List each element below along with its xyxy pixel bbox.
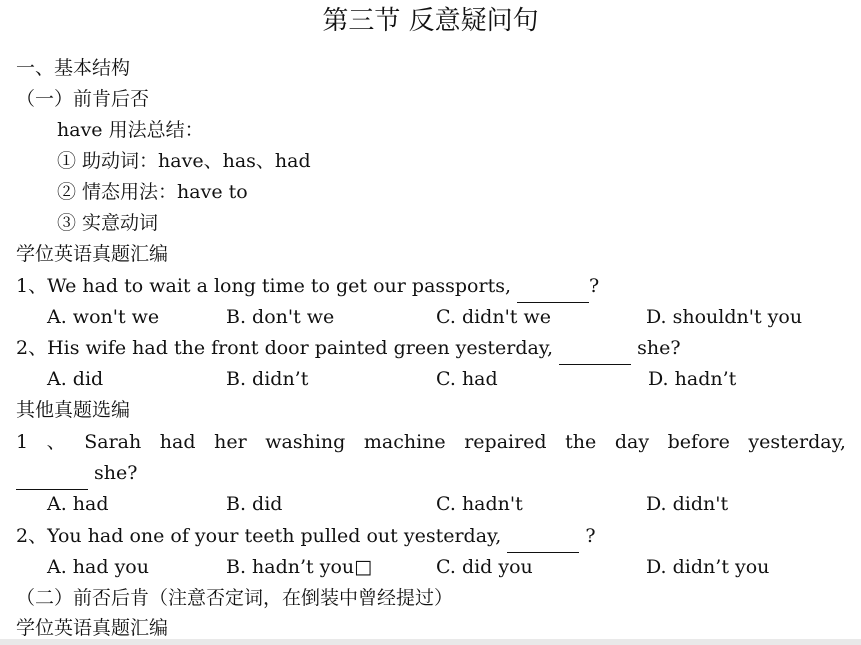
option-a: A. had	[47, 493, 109, 515]
option-a: A. did	[47, 368, 104, 390]
option-d: D. didn't	[646, 493, 729, 515]
option-c: C. had	[436, 368, 498, 390]
question-word: had	[159, 431, 196, 453]
have-item: ③ 实意动词	[57, 212, 159, 234]
subsection-heading: （一）前肯后否	[16, 88, 150, 110]
option-d: D. hadn’t	[648, 368, 737, 390]
options-row	[0, 364, 861, 395]
other-exam-heading: 其他真题选编	[16, 399, 131, 421]
option-b: B. hadn’t you□	[226, 556, 373, 578]
question-word: 1	[16, 431, 29, 453]
question-word: 、	[46, 431, 66, 453]
subsection-heading: （二）前否后肯（注意否定词，在倒装中曾经提过）	[16, 587, 454, 609]
option-b: B. didn’t	[226, 368, 309, 390]
question-end: she?	[88, 462, 138, 484]
question-stem-justified	[16, 427, 846, 458]
question-text: 2、His wife had the front door painted green yesterday,	[16, 337, 560, 359]
options-row	[0, 302, 861, 333]
page-bottom-edge	[0, 639, 861, 645]
section-heading: 一、基本结构	[16, 57, 131, 79]
question-stem	[16, 333, 681, 364]
question-end: ?	[589, 275, 600, 297]
page-title: 第三节 反意疑问句	[322, 6, 539, 36]
answer-blank	[507, 521, 579, 553]
have-usage-label: have 用法总结：	[57, 119, 204, 141]
question-end: she?	[631, 337, 681, 359]
question-text: 1、We had to wait a long time to get our passports,	[16, 275, 518, 297]
option-d: D. shouldn't you	[646, 306, 803, 328]
question-word: her	[214, 431, 247, 453]
have-item: ② 情态用法：have to	[57, 181, 248, 203]
question-word: before	[667, 431, 730, 453]
options-row	[0, 489, 861, 520]
option-b: B. did	[226, 493, 283, 515]
question-word: washing	[265, 431, 346, 453]
have-item: ① 助动词：have、has、had	[57, 150, 311, 172]
question-text: 2、You had one of your teeth pulled out yesterday,	[16, 525, 508, 547]
question-end: ?	[579, 525, 596, 547]
option-c: C. didn't we	[436, 306, 551, 328]
question-word: repaired	[464, 431, 547, 453]
question-word: machine	[363, 431, 446, 453]
answer-blank	[559, 333, 631, 365]
question-stem-continued	[16, 458, 137, 489]
question-word: Sarah	[84, 431, 142, 453]
degree-exam-heading: 学位英语真题汇编	[16, 243, 169, 265]
answer-blank	[517, 271, 589, 303]
option-d: D. didn’t you	[646, 556, 770, 578]
option-c: C. hadn't	[436, 493, 523, 515]
question-word: the	[565, 431, 597, 453]
option-c: C. did you	[436, 556, 533, 578]
answer-blank	[16, 458, 88, 490]
option-b: B. don't we	[226, 306, 335, 328]
option-a: A. won't we	[47, 306, 160, 328]
question-stem	[16, 521, 596, 552]
degree-exam-heading: 学位英语真题汇编	[16, 617, 169, 639]
question-word: yesterday,	[748, 431, 846, 453]
option-a: A. had you	[47, 556, 149, 578]
options-row	[0, 552, 861, 583]
question-word: day	[614, 431, 650, 453]
question-stem	[16, 271, 599, 302]
